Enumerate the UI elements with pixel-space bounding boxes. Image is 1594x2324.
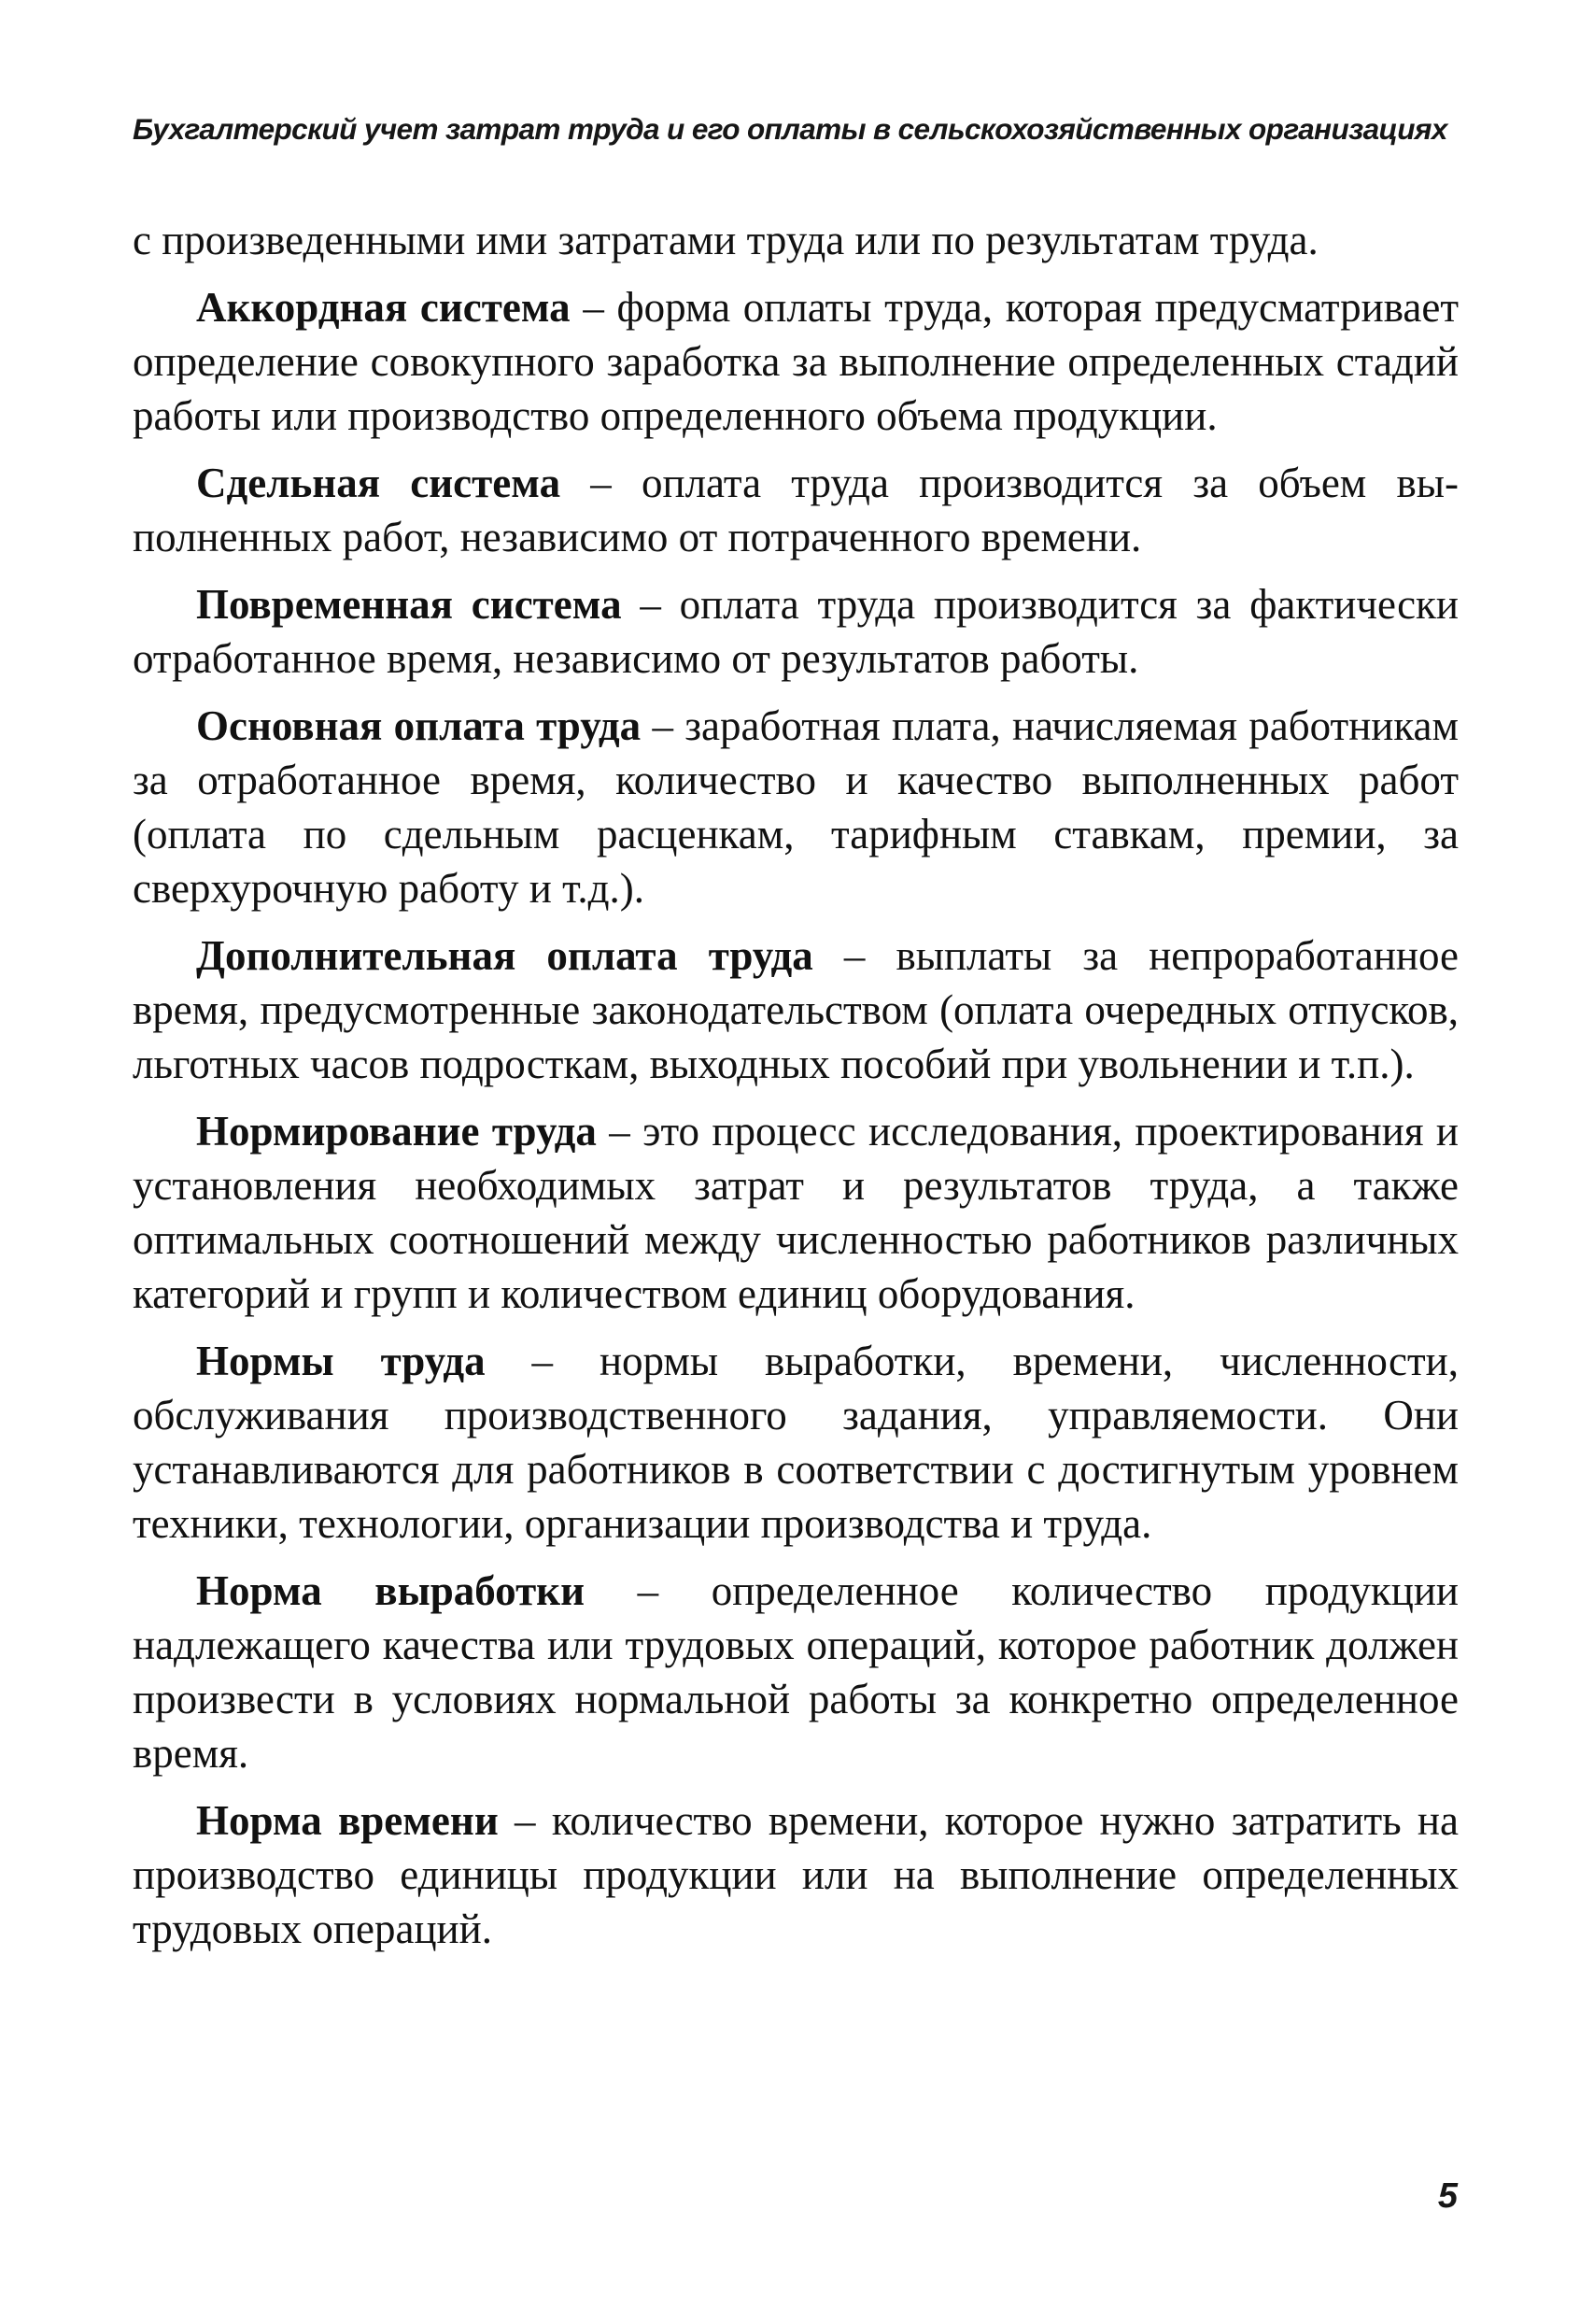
definition-text: – нормы выработки, времени, численности, обслуживания производственного задания, управляемости. Они устанавливаются для работников в соответствии с достигнутым уровнем техники, технологии, организации производства и труда.: [133, 1338, 1459, 1547]
definition-text: – количество времени, которое нужно затратить на производство единицы продукции или на выполнение определенных трудовых операций.: [133, 1797, 1459, 1952]
definition-term: Повременная система: [196, 581, 622, 628]
definition-text: – это процесс исследования, проектирования и установления необходимых затрат и результатов труда, а также оптимальных соотношений между численностью работников различных категорий и групп и количеством единиц оборудования.: [133, 1108, 1459, 1317]
definition-term: Аккордная система: [196, 284, 571, 331]
definition-paragraph: [133, 280, 1459, 443]
page-number: 5: [1437, 2176, 1458, 2216]
definition-paragraph: [133, 1793, 1459, 1956]
running-header: Бухгалтерский учет затрат труда и его оплаты в сельскохозяйственных организациях: [133, 112, 1447, 146]
definition-text: – определенное количество продукции надлежащего качества или трудовых операций, которое работник должен произвести в условиях нормальной работы за конкретно определенное время.: [133, 1567, 1459, 1777]
definition-term: Сдельная система: [196, 460, 561, 506]
definition-paragraph: [133, 577, 1459, 686]
definition-paragraph: [133, 456, 1459, 564]
definition-term: Нормирование труда: [196, 1108, 597, 1155]
definition-term: Нормы труда: [196, 1338, 486, 1384]
definition-text: – выплаты за непроработанное время, предусмотренные законодательством (оплата очередных отпусков, льготных часов подросткам, выходных пособий при увольнении и т.п.).: [133, 932, 1459, 1087]
definition-term: Норма времени: [196, 1797, 499, 1844]
definition-paragraph: [133, 1104, 1459, 1321]
definition-text: – заработная плата, начисляемая работникам за отработанное время, количество и качество выполненных работ (оплата по сдельным расценкам, тарифным ставкам, премии, за сверхурочную работу и т.д.).: [133, 702, 1459, 912]
definition-paragraph: [133, 699, 1459, 915]
definition-text: – оплата труда производится за объем выполненных работ, независимо от потраченного времени.: [133, 460, 1459, 560]
text-body: [133, 213, 1459, 1969]
definition-term: Основная оплата труда: [196, 702, 642, 749]
definition-text: – форма оплаты труда, которая предусматривает определение совокупного заработка за выполнение определенных стадий работы или производство определенного объема продукции.: [133, 284, 1459, 439]
definition-term: Норма выработки: [196, 1567, 585, 1614]
definition-paragraph: [133, 1564, 1459, 1780]
definition-paragraph: [133, 928, 1459, 1091]
definition-text: – оплата труда производится за фактически отработанное время, независимо от результатов работы.: [133, 581, 1459, 682]
paragraph-continuation: с произведенными ими затратами труда или по результатам труда.: [133, 217, 1319, 263]
definition-paragraph: [133, 1334, 1459, 1551]
definition-term: Дополнительная оплата труда: [196, 932, 813, 979]
